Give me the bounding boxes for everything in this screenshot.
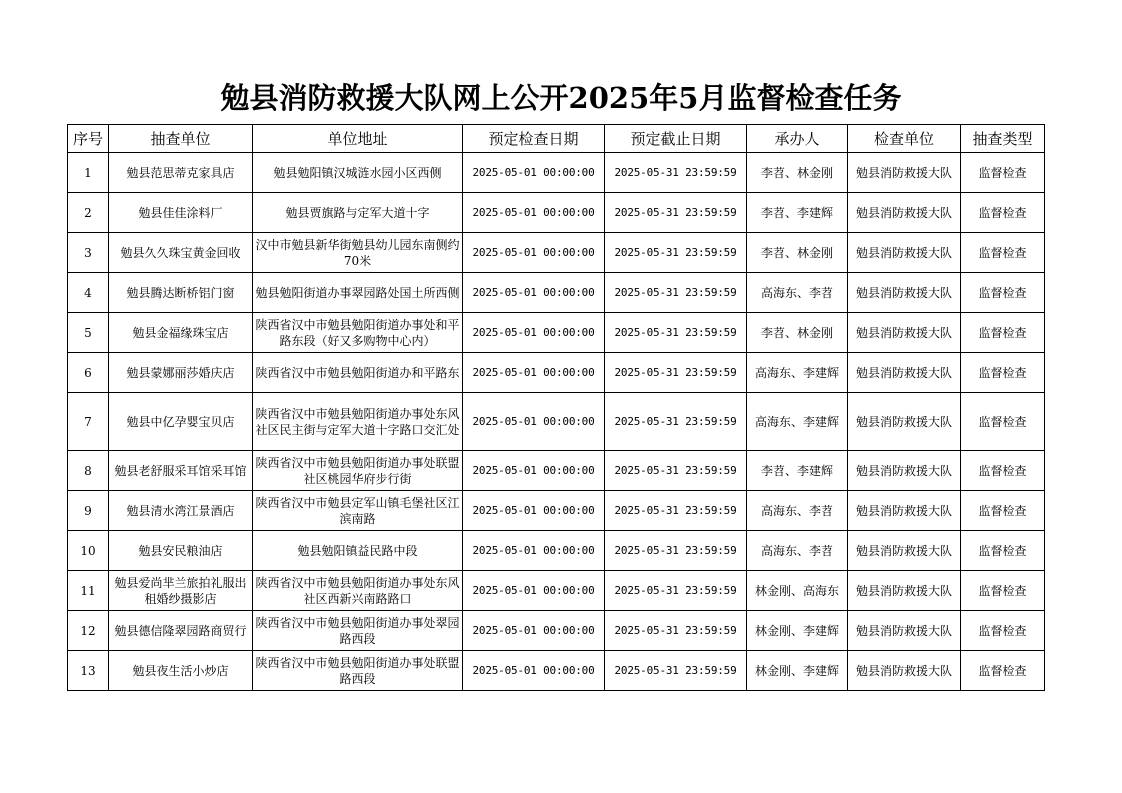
table-row (68, 451, 1045, 491)
row-check-date: 2025-05-01 00:00:00 (463, 353, 605, 393)
row-no: 1 (68, 153, 109, 193)
row-deadline: 2025-05-31 23:59:59 (605, 393, 747, 451)
column-header-check-date: 预定检查日期 (463, 125, 605, 153)
row-address: 陕西省汉中市勉县勉阳街道办事处东风社区民主街与定军大道十字路口交汇处 (253, 393, 463, 451)
row-deadline: 2025-05-31 23:59:59 (605, 491, 747, 531)
row-type: 监督检查 (961, 153, 1045, 193)
row-inspector: 勉县消防救援大队 (848, 393, 961, 451)
row-check-date: 2025-05-01 00:00:00 (463, 451, 605, 491)
row-address: 陕西省汉中市勉县勉阳街道办事处东风社区西新兴南路路口 (253, 571, 463, 611)
column-header-deadline: 预定截止日期 (605, 125, 747, 153)
row-no: 4 (68, 273, 109, 313)
table-row (68, 273, 1045, 313)
row-unit: 勉县爱尚芈兰旅拍礼服出租婚纱摄影店 (109, 571, 253, 611)
row-deadline: 2025-05-31 23:59:59 (605, 571, 747, 611)
row-handlers: 李苕、李建辉 (747, 451, 848, 491)
table-row (68, 313, 1045, 353)
row-address: 陕西省汉中市勉县勉阳街道办事处联盟路西段 (253, 651, 463, 691)
row-type: 监督检查 (961, 531, 1045, 571)
row-no: 3 (68, 233, 109, 273)
row-inspector: 勉县消防救援大队 (848, 571, 961, 611)
column-header-inspector: 检查单位 (848, 125, 961, 153)
row-unit: 勉县范思蒂克家具店 (109, 153, 253, 193)
row-check-date: 2025-05-01 00:00:00 (463, 153, 605, 193)
row-check-date: 2025-05-01 00:00:00 (463, 491, 605, 531)
column-header-unit: 抽查单位 (109, 125, 253, 153)
row-deadline: 2025-05-31 23:59:59 (605, 611, 747, 651)
row-inspector: 勉县消防救援大队 (848, 153, 961, 193)
row-no: 6 (68, 353, 109, 393)
row-address: 勉县勉阳街道办事翠园路处国土所西侧 (253, 273, 463, 313)
row-unit: 勉县蒙娜丽莎婚庆店 (109, 353, 253, 393)
row-unit: 勉县久久珠宝黄金回收 (109, 233, 253, 273)
row-inspector: 勉县消防救援大队 (848, 451, 961, 491)
row-unit: 勉县夜生活小炒店 (109, 651, 253, 691)
row-address: 陕西省汉中市勉县勉阳街道办和平路东 (253, 353, 463, 393)
row-address: 汉中市勉县新华街勉县幼儿园东南侧约70米 (253, 233, 463, 273)
table-row (68, 193, 1045, 233)
row-inspector: 勉县消防救援大队 (848, 651, 961, 691)
table-row (68, 491, 1045, 531)
row-inspector: 勉县消防救援大队 (848, 193, 961, 233)
row-deadline: 2025-05-31 23:59:59 (605, 651, 747, 691)
row-type: 监督检查 (961, 273, 1045, 313)
row-deadline: 2025-05-31 23:59:59 (605, 153, 747, 193)
row-no: 12 (68, 611, 109, 651)
page-title: 勉县消防救援大队网上公开2025年5月监督检查任务 (220, 81, 902, 115)
row-check-date: 2025-05-01 00:00:00 (463, 273, 605, 313)
row-handlers: 林金刚、李建辉 (747, 651, 848, 691)
row-no: 7 (68, 393, 109, 451)
row-handlers: 李苕、林金刚 (747, 233, 848, 273)
row-unit: 勉县德信隆翠园路商贸行 (109, 611, 253, 651)
table-row (68, 651, 1045, 691)
row-address: 勉县勉阳镇益民路中段 (253, 531, 463, 571)
row-deadline: 2025-05-31 23:59:59 (605, 353, 747, 393)
row-handlers: 高海东、李苕 (747, 273, 848, 313)
row-address: 陕西省汉中市勉县勉阳街道办事处和平路东段（好又多购物中心内） (253, 313, 463, 353)
column-header-type: 抽查类型 (961, 125, 1045, 153)
column-header-address: 单位地址 (253, 125, 463, 153)
row-inspector: 勉县消防救援大队 (848, 491, 961, 531)
row-handlers: 林金刚、李建辉 (747, 611, 848, 651)
table-row (68, 531, 1045, 571)
column-header-no: 序号 (68, 125, 109, 153)
row-inspector: 勉县消防救援大队 (848, 313, 961, 353)
row-type: 监督检查 (961, 353, 1045, 393)
row-deadline: 2025-05-31 23:59:59 (605, 273, 747, 313)
row-handlers: 高海东、李建辉 (747, 353, 848, 393)
row-deadline: 2025-05-31 23:59:59 (605, 313, 747, 353)
table-row (68, 611, 1045, 651)
row-deadline: 2025-05-31 23:59:59 (605, 531, 747, 571)
row-handlers: 李苕、李建辉 (747, 193, 848, 233)
row-address: 陕西省汉中市勉县勉阳街道办事处联盟社区桃园华府步行街 (253, 451, 463, 491)
row-deadline: 2025-05-31 23:59:59 (605, 233, 747, 273)
row-check-date: 2025-05-01 00:00:00 (463, 313, 605, 353)
row-type: 监督检查 (961, 651, 1045, 691)
row-check-date: 2025-05-01 00:00:00 (463, 611, 605, 651)
row-no: 10 (68, 531, 109, 571)
row-check-date: 2025-05-01 00:00:00 (463, 651, 605, 691)
row-no: 9 (68, 491, 109, 531)
row-unit: 勉县金福缘珠宝店 (109, 313, 253, 353)
row-inspector: 勉县消防救援大队 (848, 611, 961, 651)
table-row (68, 571, 1045, 611)
row-deadline: 2025-05-31 23:59:59 (605, 451, 747, 491)
table-row (68, 353, 1045, 393)
row-no: 8 (68, 451, 109, 491)
row-unit: 勉县腾达断桥铝门窗 (109, 273, 253, 313)
row-inspector: 勉县消防救援大队 (848, 233, 961, 273)
row-handlers: 李苕、林金刚 (747, 313, 848, 353)
row-unit: 勉县佳佳涂料厂 (109, 193, 253, 233)
row-handlers: 高海东、李苕 (747, 491, 848, 531)
row-unit: 勉县安民粮油店 (109, 531, 253, 571)
row-handlers: 李苕、林金刚 (747, 153, 848, 193)
row-inspector: 勉县消防救援大队 (848, 353, 961, 393)
row-check-date: 2025-05-01 00:00:00 (463, 571, 605, 611)
row-handlers: 林金刚、高海东 (747, 571, 848, 611)
row-type: 监督检查 (961, 571, 1045, 611)
table-header-row (68, 125, 1045, 153)
row-unit: 勉县中亿孕婴宝贝店 (109, 393, 253, 451)
row-unit: 勉县老舒服采耳馆采耳馆 (109, 451, 253, 491)
row-address: 陕西省汉中市勉县勉阳街道办事处翠园路西段 (253, 611, 463, 651)
row-address: 勉县贾旗路与定军大道十字 (253, 193, 463, 233)
table-row (68, 393, 1045, 451)
row-type: 监督检查 (961, 193, 1045, 233)
row-check-date: 2025-05-01 00:00:00 (463, 233, 605, 273)
row-type: 监督检查 (961, 393, 1045, 451)
column-header-handlers: 承办人 (747, 125, 848, 153)
row-type: 监督检查 (961, 451, 1045, 491)
row-deadline: 2025-05-31 23:59:59 (605, 193, 747, 233)
row-inspector: 勉县消防救援大队 (848, 531, 961, 571)
row-handlers: 高海东、李建辉 (747, 393, 848, 451)
row-inspector: 勉县消防救援大队 (848, 273, 961, 313)
inspection-task-table (67, 124, 1045, 691)
row-check-date: 2025-05-01 00:00:00 (463, 393, 605, 451)
table-row (68, 153, 1045, 193)
row-address: 勉县勉阳镇汉城涟水园小区西侧 (253, 153, 463, 193)
row-no: 5 (68, 313, 109, 353)
row-check-date: 2025-05-01 00:00:00 (463, 531, 605, 571)
row-type: 监督检查 (961, 611, 1045, 651)
row-type: 监督检查 (961, 233, 1045, 273)
row-no: 13 (68, 651, 109, 691)
table-row (68, 233, 1045, 273)
row-check-date: 2025-05-01 00:00:00 (463, 193, 605, 233)
row-type: 监督检查 (961, 313, 1045, 353)
row-type: 监督检查 (961, 491, 1045, 531)
row-no: 2 (68, 193, 109, 233)
row-unit: 勉县清水湾江景酒店 (109, 491, 253, 531)
row-address: 陕西省汉中市勉县定军山镇毛堡社区江滨南路 (253, 491, 463, 531)
row-no: 11 (68, 571, 109, 611)
row-handlers: 高海东、李苕 (747, 531, 848, 571)
